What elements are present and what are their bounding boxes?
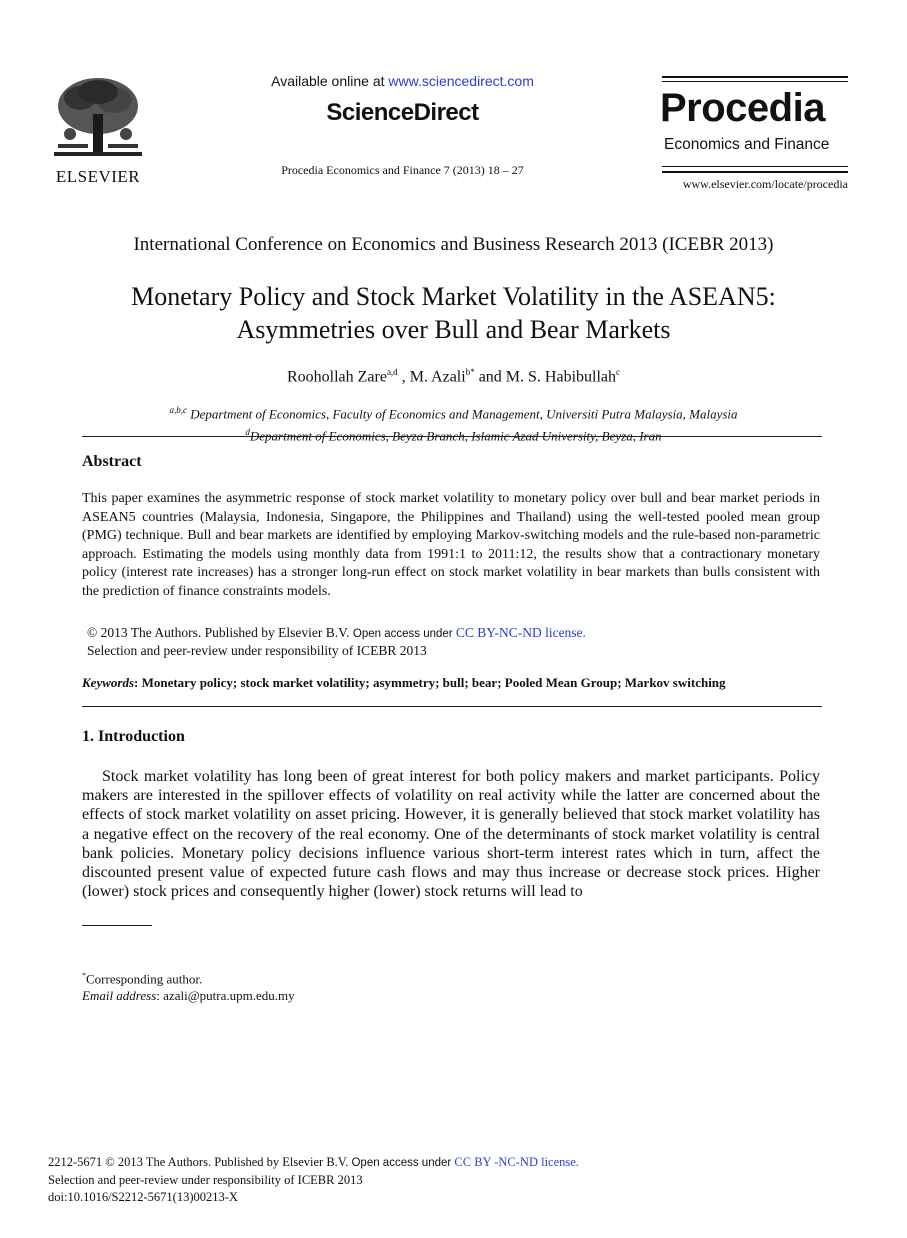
footnote-rule [82, 925, 152, 926]
issn-line [48, 1154, 579, 1172]
section-divider [82, 436, 822, 437]
title-line-2: Asymmetries over Bull and Bear Markets [236, 315, 671, 344]
footnote [82, 967, 295, 1004]
email-label: Email address [82, 988, 157, 1004]
page-footer [48, 1154, 579, 1206]
email-line [82, 987, 295, 1004]
author-affil-mark: b* [465, 367, 475, 377]
open-access-text: Open access under [352, 628, 456, 640]
issn-text: 2212-5671 © 2013 The Authors. Published by Elsevier B.V. [48, 1155, 352, 1169]
license-link[interactable]: CC BY -NC-ND license. [454, 1155, 579, 1169]
author-affil-mark: a,d [386, 367, 398, 377]
keywords [82, 675, 822, 691]
email-separator: : [156, 988, 164, 1004]
corresponding-author [82, 967, 295, 987]
author-list [0, 367, 907, 386]
copyright-text: © 2013 The Authors. Published by Elsevier B.V. [87, 625, 353, 640]
title-line-1: Monetary Policy and Stock Market Volatility in the ASEAN5: [131, 282, 776, 311]
intro-paragraph: Stock market volatility has long been of great interest for both policy makers and market participants. Policy makers are interested in the spillover effects of volatility on real activity while the latter are concerned about the effects of stock market volatility on asset pricing. However, it is generally believed that stock market volatility has a negative effect on the recovery of the real economy. One of the determinants of stock market volatility is central bank policies. Monetary policy decisions influence various short-term interest rates which in turn, affect the discounted present value of expected future cash flows and may thus increase or decrease stock prices. Higher (lower) stock prices and consequently higher (lower) stock returns will lead to [82, 768, 820, 901]
sciencedirect-brand: ScienceDirect [326, 99, 479, 126]
paper-title [60, 280, 847, 346]
procedia-rule [662, 81, 848, 82]
conference-name: International Conference on Economics and Business Research 2013 (ICEBR 2013) [133, 234, 774, 255]
journal-citation: Procedia Economics and Finance 7 (2013) 18 – 27 [281, 163, 524, 177]
keywords-label: Keywords [82, 675, 134, 690]
sciencedirect-link[interactable]: www.sciencedirect.com [388, 73, 534, 89]
peer-review-line: Selection and peer-review under responsibility of ICEBR 2013 [87, 642, 427, 658]
procedia-title: Procedia [660, 86, 825, 130]
elsevier-tree-icon [50, 74, 146, 160]
affiliation-mark: a,b,c [169, 405, 187, 415]
affiliations [0, 401, 907, 446]
copyright-notice [87, 625, 586, 659]
corresponding-text: Corresponding author. [86, 971, 203, 987]
author-name: Roohollah Zare [286, 368, 387, 386]
author-affil-mark: c [616, 367, 621, 377]
doi[interactable]: doi:10.1016/S2212-5671(13)00213-X [48, 1190, 238, 1204]
author-name: M. S. Habibullah [505, 368, 617, 386]
author-name: M. Azali [409, 368, 466, 386]
intro-heading: 1. Introduction [82, 728, 185, 745]
affiliation-mark: d [245, 427, 250, 438]
affiliation-text: Department of Economics, Faculty of Economics and Management, Universiti Putra Malaysia, Malaysia [186, 406, 738, 422]
license-link[interactable]: CC BY-NC-ND license. [455, 625, 586, 640]
author-separator: , [397, 368, 410, 386]
abstract-body: This paper examines the asymmetric response of stock market volatility to monetary policy over bull and bear market periods in ASEAN5 countries (Malaysia, Indonesia, Singapore, the Philippines and Thailand) using the well-tested pooled mean group (PMG) technique. Bull and bear markets are identified by employing Markov-switching models and the rule-based non-parametric approach. Estimating the models using monthly data from 1991:1 to 2011:12, the results show that a contractionary monetary policy (interest rate increases) has a stronger long-run effect on stock market volatility in bear markets than bulls consistent with the prediction of finance constraints models. [82, 491, 820, 599]
procedia-url[interactable]: www.elsevier.com/locate/procedia [682, 177, 848, 191]
intro-body [82, 767, 820, 901]
affiliation-line [0, 401, 907, 423]
procedia-rule [662, 76, 848, 78]
abstract-heading: Abstract [82, 453, 142, 470]
available-prefix: Available online at [271, 73, 389, 89]
affiliation-text: Department of Economics, Beyza Branch, Islamic Azad University, Beyza, Iran [249, 428, 662, 444]
email-address[interactable]: azali@putra.upm.edu.my [163, 988, 295, 1004]
procedia-subtitle: Economics and Finance [664, 136, 830, 153]
footnote-mark: * [82, 971, 86, 980]
author-separator: and [474, 368, 506, 386]
procedia-rule [662, 166, 848, 167]
elsevier-wordmark: ELSEVIER [55, 167, 141, 186]
peer-review-line: Selection and peer-review under responsibility of ICEBR 2013 [48, 1173, 363, 1187]
procedia-rule [662, 171, 848, 173]
affiliation-line [0, 423, 907, 445]
keywords-list: : Monetary policy; stock market volatility; asymmetry; bull; bear; Pooled Mean Group; Markov switching [134, 675, 726, 690]
copyright-line [87, 625, 586, 643]
available-online [230, 73, 575, 89]
section-divider [82, 706, 822, 707]
open-access-text: Open access under [351, 1157, 455, 1169]
elsevier-logo [50, 74, 146, 186]
